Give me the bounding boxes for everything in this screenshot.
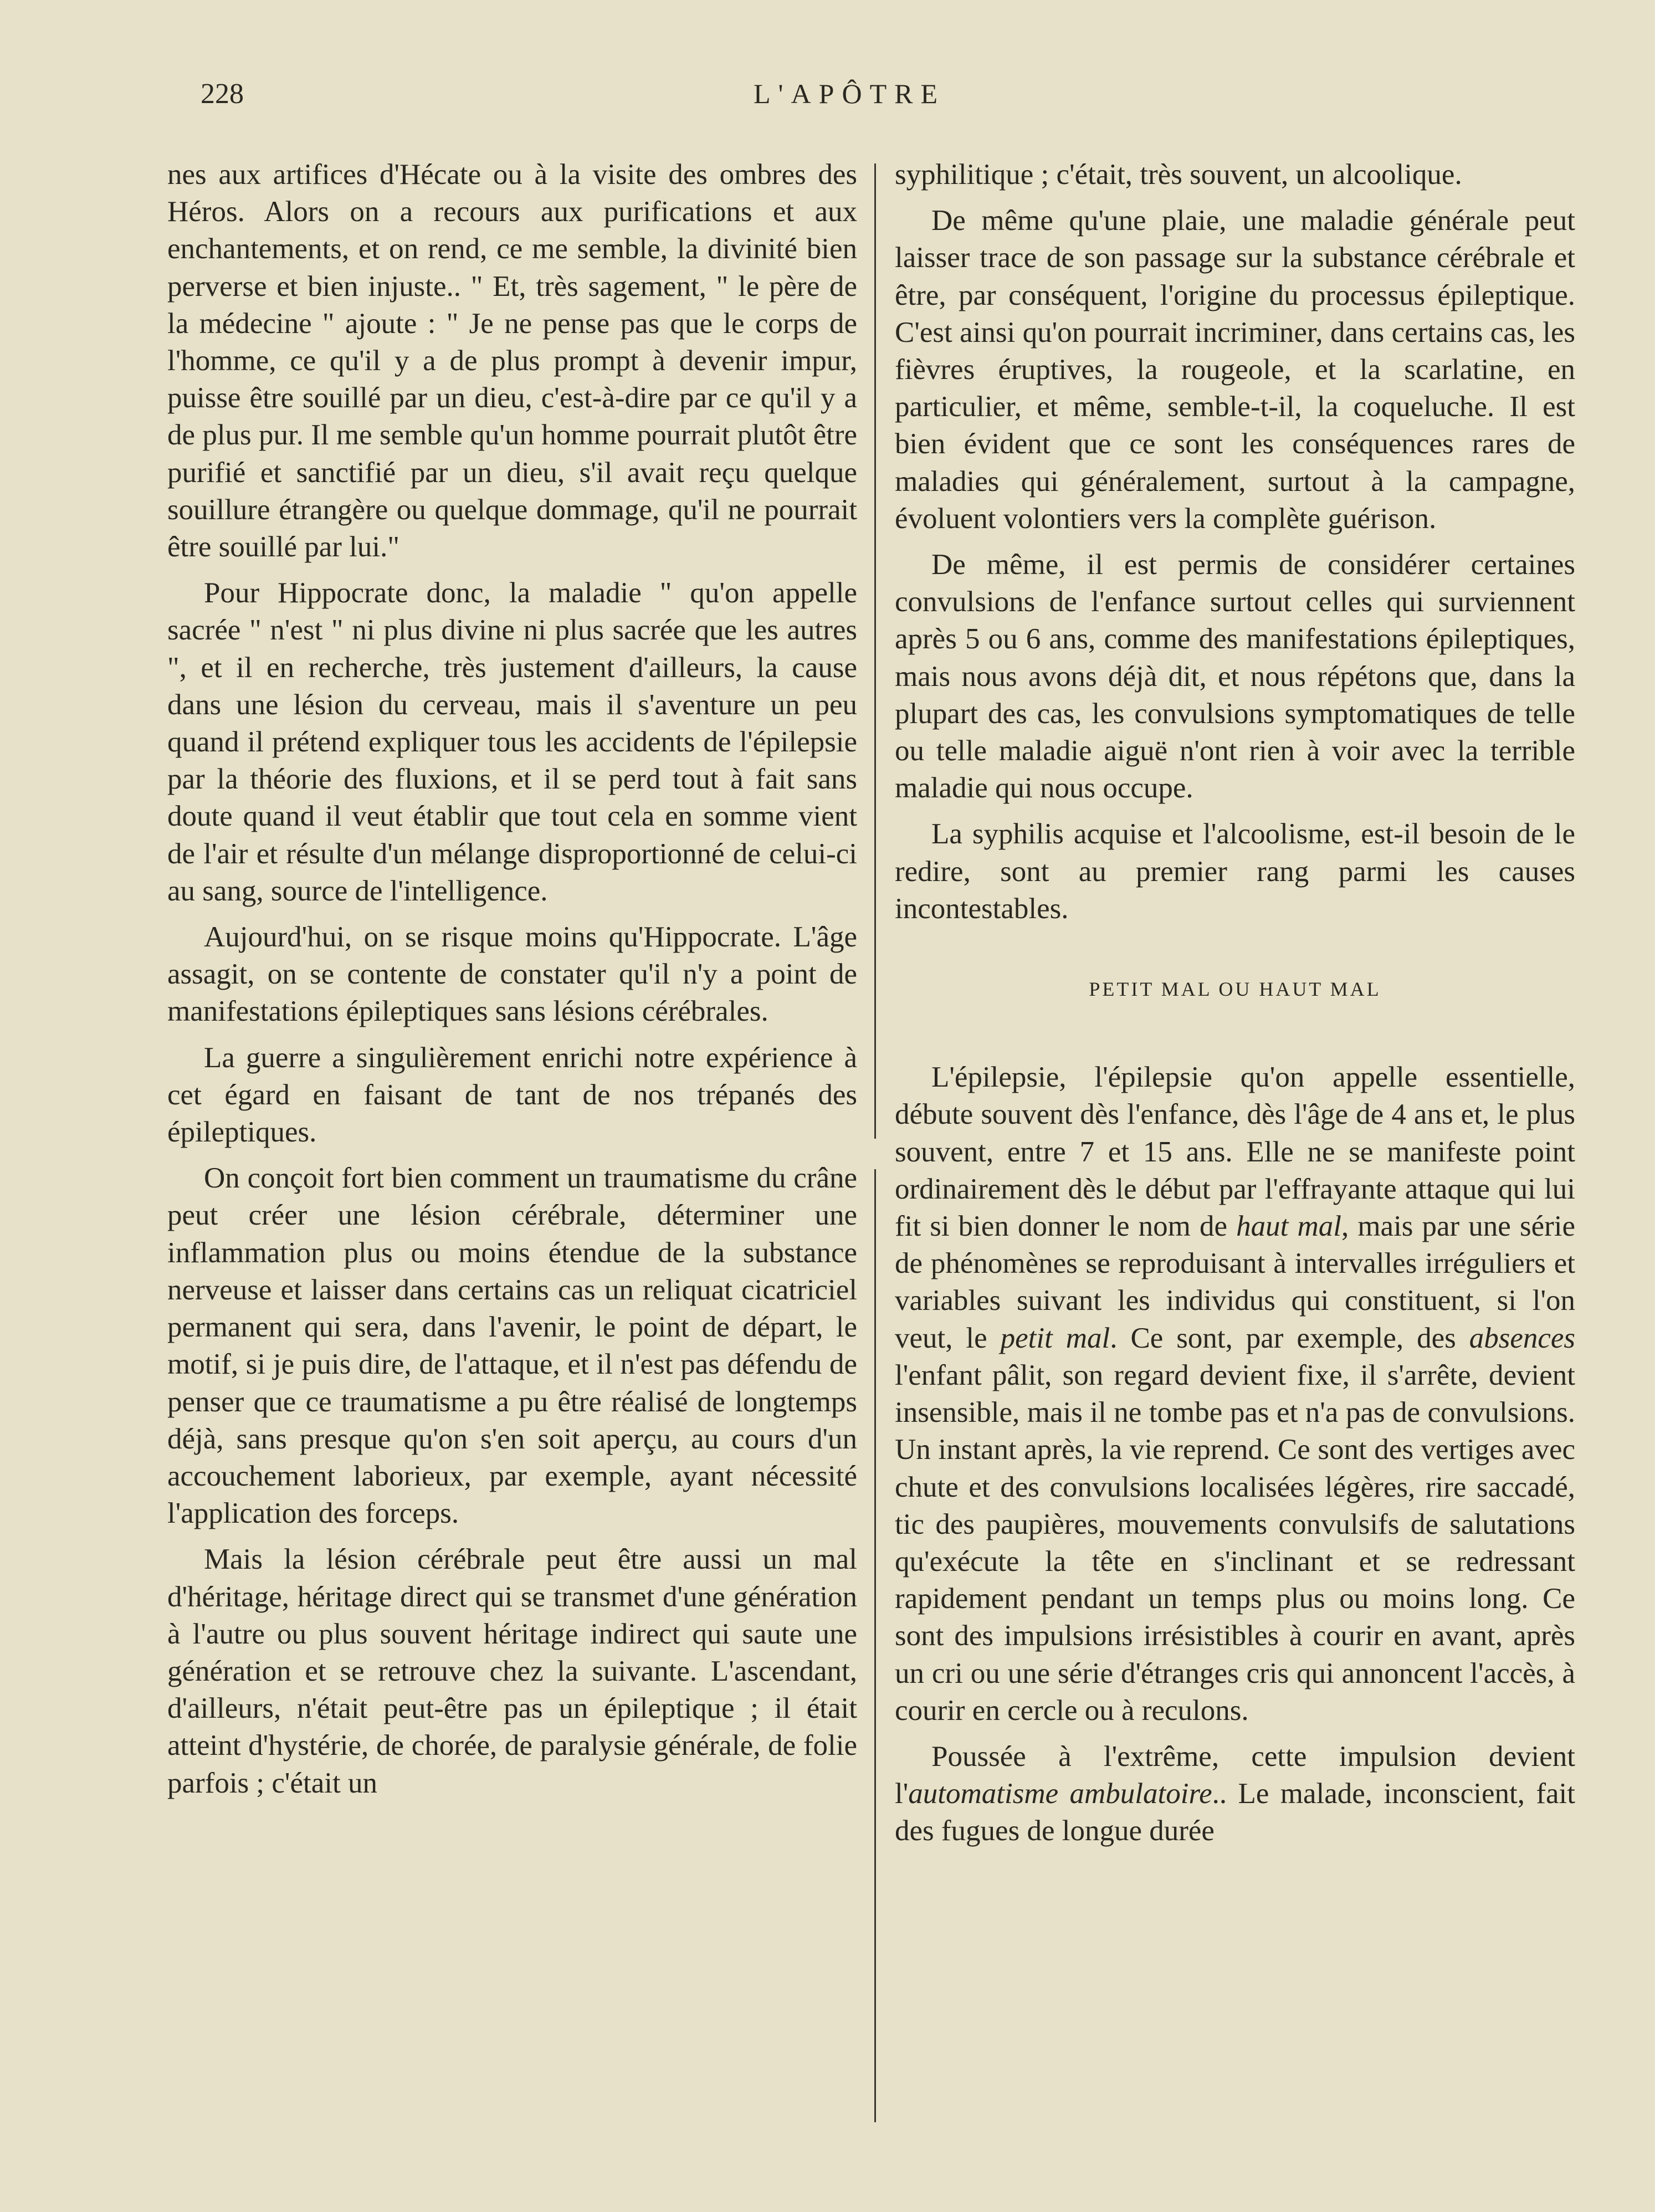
italic-term: haut mal <box>1236 1210 1341 1243</box>
text-run: , mais par une série de phénomènes se reproduisant à intervalles irréguliers et variables suivant les individus qui constituent, si l'on veut, le <box>895 1210 1575 1354</box>
italic-term: petit mal <box>1000 1322 1110 1354</box>
right-column <box>895 156 1575 1859</box>
text-run: L'épilepsie, l'épilepsie qu'on appelle essentielle, débute souvent dès l'enfance, dès l'âge de 4 ans et, le plus souvent, entre 7 et 15 ans. Elle ne se manifeste point ordinairement dès le début par l'effrayante attaque qui lui fit si bien donner le nom de <box>895 1061 1575 1243</box>
paragraph: De même, il est permis de considérer certaines convulsions de l'enfance surtout celles qui surviennent après 5 ou 6 ans, comme des manifestations épileptiques, mais nous avons déjà dit, et nous répétons que, dans la plupart des cas, les convulsions symptomatiques de telle ou telle maladie aiguë n'ont rien à voir avec la terrible maladie qui nous occupe. <box>895 549 1575 805</box>
running-title: L'APÔTRE <box>754 78 946 109</box>
paragraph: On conçoit fort bien comment un traumatisme du crâne peut créer une lésion cérébrale, déterminer une inflammation plus ou moins étendue de la substance nerveuse et laisser dans certains cas un reliquat cicatriciel permanent qui sera, dans l'avenir, le point de départ, le motif, si je puis dire, de l'attaque, et il n'est pas défendu de penser que ce traumatisme a pu être réalisé de longtemps déjà, sans presque qu'on s'en soit aperçu, au cours d'un accouchement laborieux, par exemple, ayant nécessité l'application des forceps. <box>167 1162 857 1530</box>
paragraph <box>895 1059 1575 1729</box>
column-divider-upper <box>874 163 876 1139</box>
italic-term: automatisme ambulatoire <box>908 1778 1212 1810</box>
text-run: . Ce sont, par exemple, des <box>1110 1322 1469 1354</box>
paragraph: nes aux artifices d'Hécate ou à la visite des ombres des Héros. Alors on a recours aux purifications et aux enchantements, et on rend, ce me semble, la divinité bien perverse et bien injuste.. " Et, très sagement, " le père de la médecine " ajoute : " Je ne pense pas que le corps de l'homme, ce qu'il y a de plus prompt à devenir impur, puisse être souillé par un dieu, c'est-à-dire par ce qu'il y a de plus pur. Il me semble qu'un homme pourrait plutôt être purifié et sanctifié par un dieu, s'il avait reçu quelque souillure étrangère ou quelque dommage, qu'il ne pourrait être souillé par lui." <box>167 158 857 564</box>
paragraph <box>895 1738 1575 1850</box>
paragraph: Aujourd'hui, on se risque moins qu'Hippocrate. L'âge assagit, on se contente de constater qu'il n'y a point de manifestations épileptiques sans lésions cérébrales. <box>167 921 857 1028</box>
italic-term: absences <box>1469 1322 1576 1354</box>
text-run: .. Le malade, inconscient, fait des fugues de longue durée <box>895 1778 1575 1847</box>
column-divider-lower <box>874 1169 876 2122</box>
text-run: l'enfant pâlit, son regard devient fixe, il s'arrête, devient insensible, mais il ne tombe pas et n'a pas de convulsions. Un instant après, la vie reprend. Ce sont des vertiges avec chute et des convulsions localisées légères, rire saccadé, tic des paupières, mouvements convulsifs de salutations qu'exécute la tête en s'inclinant et se redressant rapidement pendant un temps plus ou moins long. Ce sont des impulsions irrésistibles à courir en avant, après un cri ou une série d'étranges cris qui annoncent l'accès, à courir en cercle ou à reculons. <box>895 1359 1575 1727</box>
section-heading: PETIT MAL OU HAUT MAL <box>1089 978 1381 1001</box>
page-header <box>0 78 1655 122</box>
left-column <box>167 156 857 1811</box>
text-run: Poussée à l'extrême, cette impulsion devient l' <box>895 1740 1575 1810</box>
paragraph: De même qu'une plaie, une maladie générale peut laisser trace de son passage sur la substance cérébrale et être, par conséquent, l'origine du processus épileptique. C'est ainsi qu'on pourrait incriminer, dans certains cas, les fièvres éruptives, la rougeole, et la scarlatine, en particulier, et même, semble-t-il, la coqueluche. Il est bien évident que ce sont les conséquences rares de maladies qui généralement, surtout à la campagne, évoluent volontiers vers la complète guérison. <box>895 204 1575 535</box>
paragraph: La syphilis acquise et l'alcoolisme, est-il besoin de le redire, sont au premier rang parmi les causes incontestables. <box>895 818 1575 925</box>
paragraph: Mais la lésion cérébrale peut être aussi un mal d'héritage, héritage direct qui se transmet d'une génération à l'autre ou plus souvent héritage indirect qui saute une génération et se retrouve chez la suivante. L'ascendant, d'ailleurs, n'était peut-être pas un épileptique ; il était atteint d'hystérie, de chorée, de paralysie générale, de folie parfois ; c'était un <box>167 1543 857 1799</box>
paragraph: Pour Hippocrate donc, la maladie " qu'on appelle sacrée " n'est " ni plus divine ni plus sacrée que les autres ", et il en recherche, très justement d'ailleurs, la cause dans une lésion du cerveau, mais il s'aventure un peu quand il prétend expliquer tous les accidents de l'épilepsie par la théorie des fluxions, et il se perd tout à fait sans doute quand il veut établir que tout cela en somme vient de l'air et résulte d'un mélange disproportionné de celui-ci au sang, source de l'intelligence. <box>167 577 857 907</box>
page-number: 228 <box>201 78 244 110</box>
paragraph: syphilitique ; c'était, très souvent, un alcoolique. <box>895 158 1462 191</box>
paragraph: La guerre a singulièrement enrichi notre expérience à cet égard en faisant de tant de nos trépanés des épileptiques. <box>167 1041 857 1149</box>
